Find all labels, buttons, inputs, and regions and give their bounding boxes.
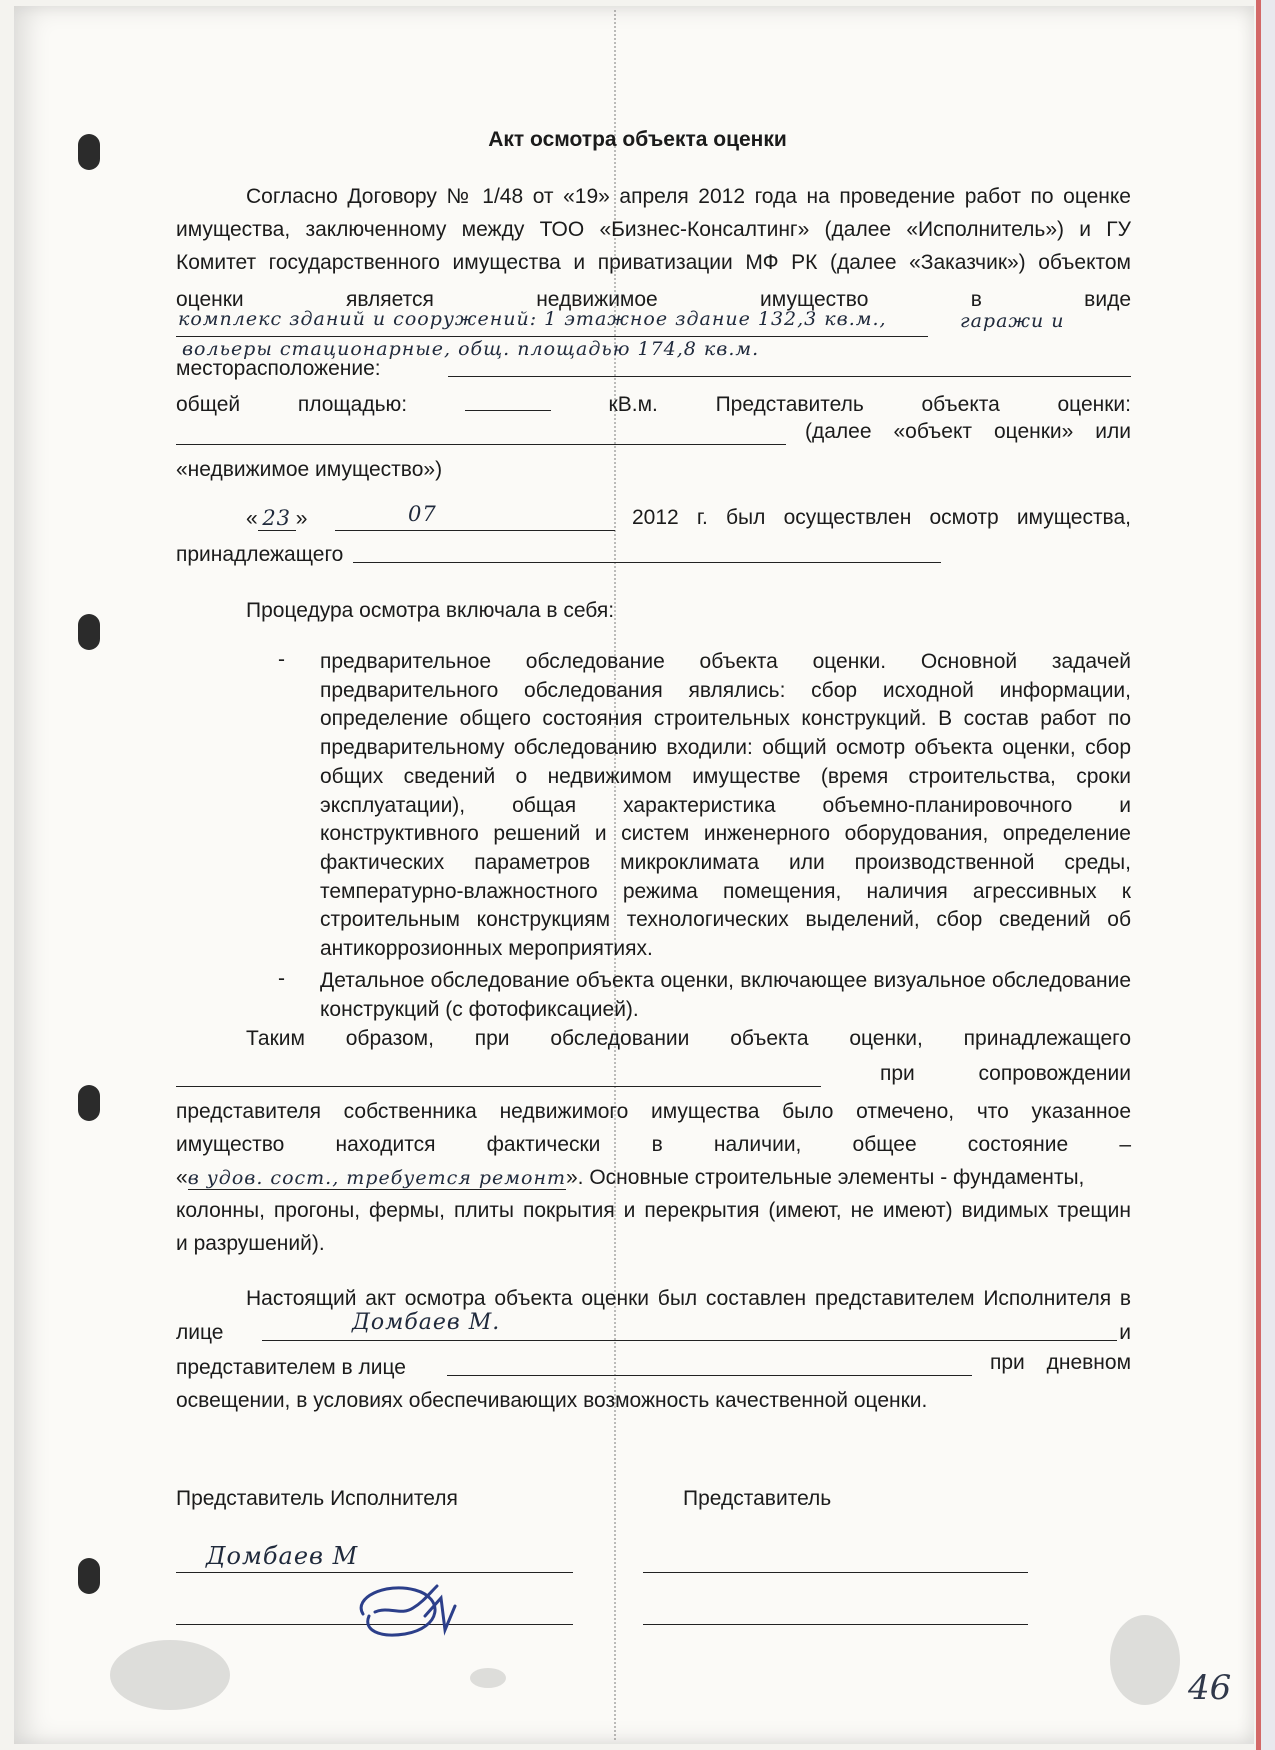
area-row (176, 388, 1131, 421)
month-field-line (335, 530, 615, 531)
closing-line-3a: представителем в лице (176, 1356, 406, 1379)
page-right-strip (1261, 0, 1275, 1750)
smudge (470, 1668, 506, 1688)
location-field-line (448, 376, 1131, 377)
result-line-7: и разрушений). (176, 1232, 325, 1255)
intro-line-1: Согласно Договору № 1/48 от «19» апреля 2012 года на проведение работ по оценке (246, 185, 1131, 208)
result-line-5-row (176, 1161, 1084, 1195)
bullet-item-1: предварительное обследование объекта оценки. Основной задачей предварительного обследования являлись: сбор исходной информации, определение общего состояния строительных конструкций. В состав работ по предварительному обследованию входили: общий осмотр объекта оценки, сбор общих сведений о недвижимом имуществе (время строительства, сроки эксплуатации), общая характеристика объемно-планировочного и конструктивного решений и систем инженерного оборудования, определение фактических параметров микроклимата или производственной среды, температурно-влажностного режима помещения, наличия агрессивных к строительным конструкциям технологических выделений, сбор сведений об антикоррозионных мероприятиях. (320, 650, 1131, 961)
executor-signature-line-1 (176, 1572, 573, 1573)
customer-rep-label: Представитель (683, 1487, 832, 1510)
binding-hole (78, 1558, 100, 1594)
closing-line-3b: при дневном (990, 1351, 1131, 1374)
intro-line-2: имущества, заключенному между ТОО «Бизнес-Консалтинг» (далее «Исполнитель») и ГУ (176, 218, 1131, 241)
representative-field-line (176, 444, 786, 445)
owner-row (176, 538, 1131, 571)
result-line-5: ». Основные строительные элементы - фундаменты, (565, 1166, 1085, 1189)
page-number: 46 (1188, 1668, 1232, 1708)
intro-line-8: «недвижимое имущество») (176, 458, 443, 481)
owner-result-field-line (176, 1086, 821, 1087)
procedure-intro: Процедура осмотра включала в себя: (246, 599, 615, 622)
intro-line-7: (далее «объект оценки» или (805, 420, 1131, 443)
area-unit: кВ.м. (608, 393, 658, 416)
area-field-line (465, 388, 551, 411)
result-line-3: представителя собственника недвижимого имущества было отмечено, что указанное (176, 1100, 1131, 1123)
handwritten-month: 07 (408, 502, 437, 526)
date-quote-close: » (295, 507, 308, 530)
date-rest: 2012 г. был осуществлен осмотр имущества, (632, 506, 1131, 529)
handwritten-object-line-1b: гаражи и (960, 310, 1065, 332)
smudge (1110, 1615, 1180, 1705)
executor-rep-label: Представитель Исполнителя (176, 1487, 458, 1510)
date-quote-open: « (246, 507, 258, 530)
handwritten-day: 23 (258, 506, 296, 531)
closing-line-2-row (176, 1316, 1131, 1349)
customer-rep-field-line (447, 1375, 972, 1376)
bullet-mark: - (278, 967, 285, 990)
customer-signature-line-1 (643, 1572, 1028, 1573)
representative-label: Представитель объекта оценки: (715, 393, 1131, 416)
bullet-mark: - (278, 648, 285, 671)
handwritten-state: в удов. сост., требуется ремонт (187, 1167, 566, 1189)
handwritten-executor-name: Домбаев М. (352, 1310, 501, 1335)
customer-signature-line-2 (643, 1624, 1028, 1625)
location-label: месторасположение: (176, 357, 381, 380)
state-quote-open: « (176, 1166, 188, 1189)
owner-label: принадлежащего (176, 543, 344, 566)
location-row (176, 352, 1131, 385)
procedure-intro-row (176, 594, 1131, 627)
result-line-2: при сопровождении (880, 1062, 1131, 1085)
handwritten-executor-signature-name: Домбаев М (206, 1542, 359, 1570)
binding-hole (78, 614, 100, 650)
date-row (246, 506, 307, 531)
result-line-4: имущество находится фактически в наличии, общее состояние – (176, 1133, 1131, 1156)
binding-hole (78, 1085, 100, 1121)
result-line-6: колонны, прогоны, фермы, плиты покрытия и перекрытия (имеют, не имеют) видимых трещин (176, 1199, 1131, 1222)
closing-line-4: освещении, в условиях обеспечивающих возможность качественной оценки. (176, 1389, 928, 1412)
intro-line-4: оценки является недвижимое имущество в виде (176, 288, 1131, 311)
bullet-item-2: Детальное обследование объекта оценки, включающее визуальное обследование конструкций (с фотофиксацией). (320, 969, 1131, 1021)
intro-line-3: Комитет государственного имущества и приватизации МФ РК (далее «Заказчик») объектом (176, 251, 1131, 274)
result-line-1: Таким образом, при обследовании объекта оценки, принадлежащего (246, 1027, 1131, 1050)
closing-line-1: Настоящий акт осмотра объекта оценки был составлен представителем Исполнителя в (246, 1287, 1131, 1310)
area-label: общей площадью: (176, 393, 408, 416)
document-title: Акт осмотра объекта оценки (488, 128, 787, 151)
underline (176, 336, 928, 337)
closing-line-2a: лице (176, 1321, 224, 1344)
owner-field-line (353, 562, 941, 563)
signature-scribble (345, 1576, 465, 1648)
smudge (110, 1640, 230, 1710)
closing-line-3-row (176, 1351, 1131, 1384)
handwritten-object-line-2: вольеры стационарные, общ. площадью 174,8 кв.м. (182, 338, 760, 360)
closing-line-2b: и (1119, 1321, 1131, 1344)
handwritten-object-line-1: комплекс зданий и сооружений: 1 этажное здание 132,3 кв.м., (178, 308, 887, 330)
executor-name-field-line (262, 1340, 1117, 1341)
